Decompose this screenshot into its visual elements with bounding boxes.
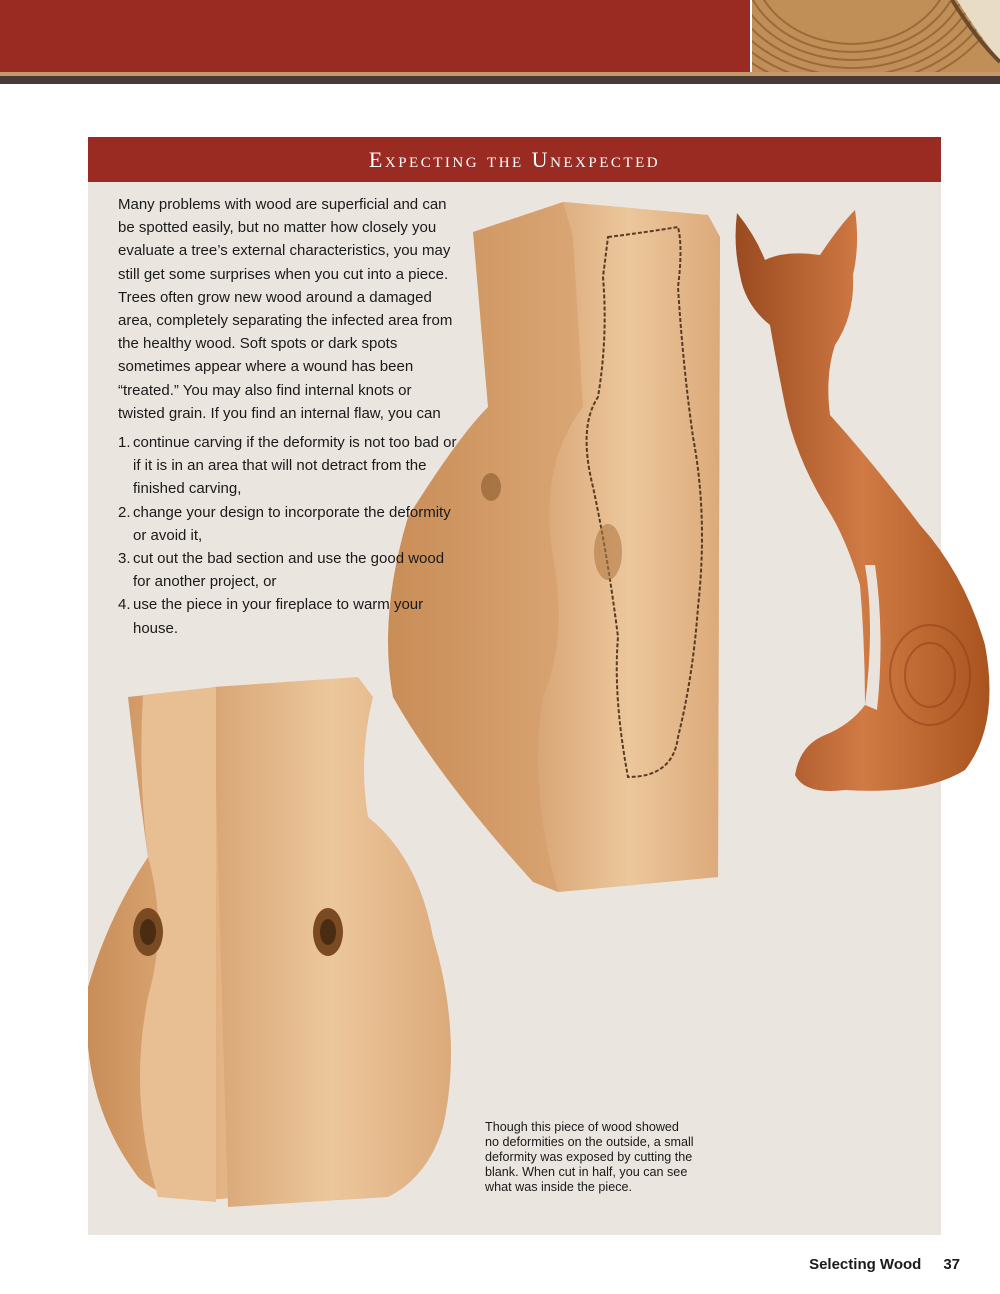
wood-slice-image: [752, 0, 1000, 72]
cat-blank-halves: [88, 677, 451, 1207]
header-rule: [0, 72, 1000, 84]
sidebar-title: Expecting the Unexpected: [368, 146, 661, 172]
list-item: 2. change your design to incorporate the deformity or avoid it,: [118, 503, 451, 544]
top-banner: [0, 0, 750, 72]
running-section: Selecting Wood: [809, 1256, 922, 1273]
sidebar-body: [118, 193, 458, 640]
list-item: 1. continue carving if the deformity is not too bad or if it is in an area that will not detract from the finished carving,: [118, 434, 457, 498]
list-item: 4. use the piece in your fireplace to warm your house.: [118, 596, 424, 637]
steps-list: [118, 431, 458, 640]
page-footer: [809, 1256, 960, 1273]
photo-caption: Though this piece of wood showed no deformities on the outside, a small deformity was exposed by cutting the blank. When cut in half, you can see what was inside the piece.: [485, 1120, 694, 1194]
list-item: 3. cut out the bad section and use the good wood for another project, or: [118, 550, 445, 591]
sidebar-paragraph: Many problems with wood are superficial and can be spotted easily, but no matter how closely you evaluate a tree’s external characteristics, you may still get some surprises when you cut into a piece. Trees often grow new wood around a damaged area, completely separating the infected area from the healthy wood. Soft spots or dark spots sometimes appear where a wound has been “treated.” You may also find internal knots or twisted grain. If you find an internal flaw, you can: [118, 196, 453, 422]
page-number: 37: [943, 1256, 960, 1273]
carved-cat-photo: [725, 205, 1000, 805]
